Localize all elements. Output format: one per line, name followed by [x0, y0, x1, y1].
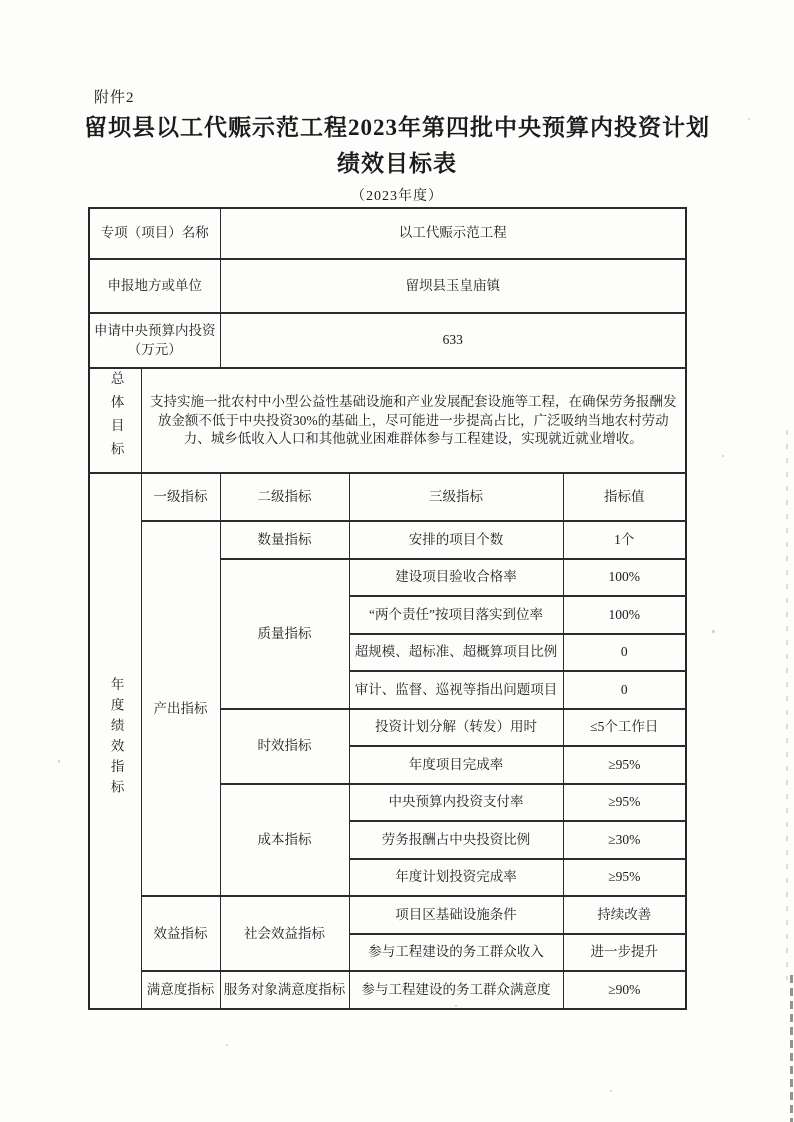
annual-performance-label — [89, 473, 141, 1009]
project-name-value: 以工代赈示范工程 — [220, 208, 686, 259]
scan-speck — [226, 1044, 228, 1046]
value-cell: ≥95% — [563, 784, 686, 822]
level2-quantity: 数量指标 — [220, 521, 349, 559]
overall-goal-text: 支持实施一批农村中小型公益性基础设施和产业发展配套设施等工程，在确保劳务报酬发放金额不低于中央投资30%的基础上，尽可能进一步提高占比，广泛吸纳当地农村劳动力、城乡低收入人口和其他就业困难群体参与工程建设，实现就近就业增收。 — [141, 368, 686, 473]
level3-cell: “两个责任”按项目落实到位率 — [349, 596, 563, 634]
table-row — [89, 521, 686, 559]
level3-cell: 审计、监督、巡视等指出问题项目 — [349, 671, 563, 709]
value-cell: 100% — [563, 559, 686, 597]
level3-cell: 安排的项目个数 — [349, 521, 563, 559]
value-cell: ≥95% — [563, 859, 686, 897]
level1-satisfaction: 满意度指标 — [141, 971, 220, 1009]
level1-benefit: 效益指标 — [141, 896, 220, 971]
performance-target-table — [88, 207, 687, 1010]
scan-speck — [58, 760, 60, 763]
document-title-line2: 绩效目标表 — [337, 151, 457, 176]
scan-speck — [712, 630, 715, 633]
scan-speck — [722, 455, 724, 457]
level3-cell: 中央预算内投资支付率 — [349, 784, 563, 822]
header-value: 指标值 — [563, 473, 686, 521]
header-level3: 三级指标 — [349, 473, 563, 521]
project-name-label: 专项（项目）名称 — [89, 208, 220, 259]
overall-goal-label-text: 总体目标 — [108, 371, 124, 465]
level3-cell: 年度项目完成率 — [349, 746, 563, 784]
level3-cell: 项目区基础设施条件 — [349, 896, 563, 934]
scan-edge-artifact — [790, 975, 793, 1122]
investment-label: 申请中央预算内投资（万元） — [89, 313, 220, 368]
header-level1: 一级指标 — [141, 473, 220, 521]
value-cell: 0 — [563, 671, 686, 709]
applicant-value: 留坝县玉皇庙镇 — [220, 259, 686, 313]
value-cell: ≤5个工作日 — [563, 709, 686, 747]
scan-speck — [610, 1090, 612, 1092]
table-row — [89, 971, 686, 1009]
attachment-label: 附件2 — [94, 90, 135, 106]
document-title-block — [40, 110, 754, 205]
table-row — [89, 313, 686, 368]
level2-timeliness: 时效指标 — [220, 709, 349, 784]
level3-cell: 建设项目验收合格率 — [349, 559, 563, 597]
level3-cell: 超规模、超标准、超概算项目比例 — [349, 634, 563, 672]
level3-cell: 参与工程建设的务工群众满意度 — [349, 971, 563, 1009]
level3-cell: 年度计划投资完成率 — [349, 859, 563, 897]
overall-goal-label — [89, 368, 141, 473]
scan-edge-artifact — [786, 430, 788, 980]
header-level2: 二级指标 — [220, 473, 349, 521]
table-row — [89, 896, 686, 934]
value-cell: ≥90% — [563, 971, 686, 1009]
level2-service-satisfaction: 服务对象满意度指标 — [220, 971, 349, 1009]
level3-cell: 参与工程建设的务工群众收入 — [349, 934, 563, 972]
scan-speck — [748, 118, 750, 120]
document-subtitle: （2023年度） — [351, 189, 443, 204]
value-cell: 持续改善 — [563, 896, 686, 934]
table-row — [89, 368, 686, 473]
level3-cell: 劳务报酬占中央投资比例 — [349, 821, 563, 859]
level2-cost: 成本指标 — [220, 784, 349, 897]
level2-quality: 质量指标 — [220, 559, 349, 709]
applicant-label: 申报地方或单位 — [89, 259, 220, 313]
annual-performance-label-text: 年度绩效指标 — [108, 676, 124, 800]
table-row — [89, 259, 686, 313]
table-row — [89, 208, 686, 259]
value-cell: 进一步提升 — [563, 934, 686, 972]
table-row — [89, 473, 686, 521]
value-cell: ≥95% — [563, 746, 686, 784]
level2-social-benefit: 社会效益指标 — [220, 896, 349, 971]
value-cell: 100% — [563, 596, 686, 634]
value-cell: 1个 — [563, 521, 686, 559]
scan-speck — [455, 1005, 457, 1007]
value-cell: ≥30% — [563, 821, 686, 859]
document-title-line1: 留坝县以工代赈示范工程2023年第四批中央预算内投资计划 — [84, 115, 710, 140]
level1-output: 产出指标 — [141, 521, 220, 896]
value-cell: 0 — [563, 634, 686, 672]
level3-cell: 投资计划分解（转发）用时 — [349, 709, 563, 747]
investment-value: 633 — [220, 313, 686, 368]
